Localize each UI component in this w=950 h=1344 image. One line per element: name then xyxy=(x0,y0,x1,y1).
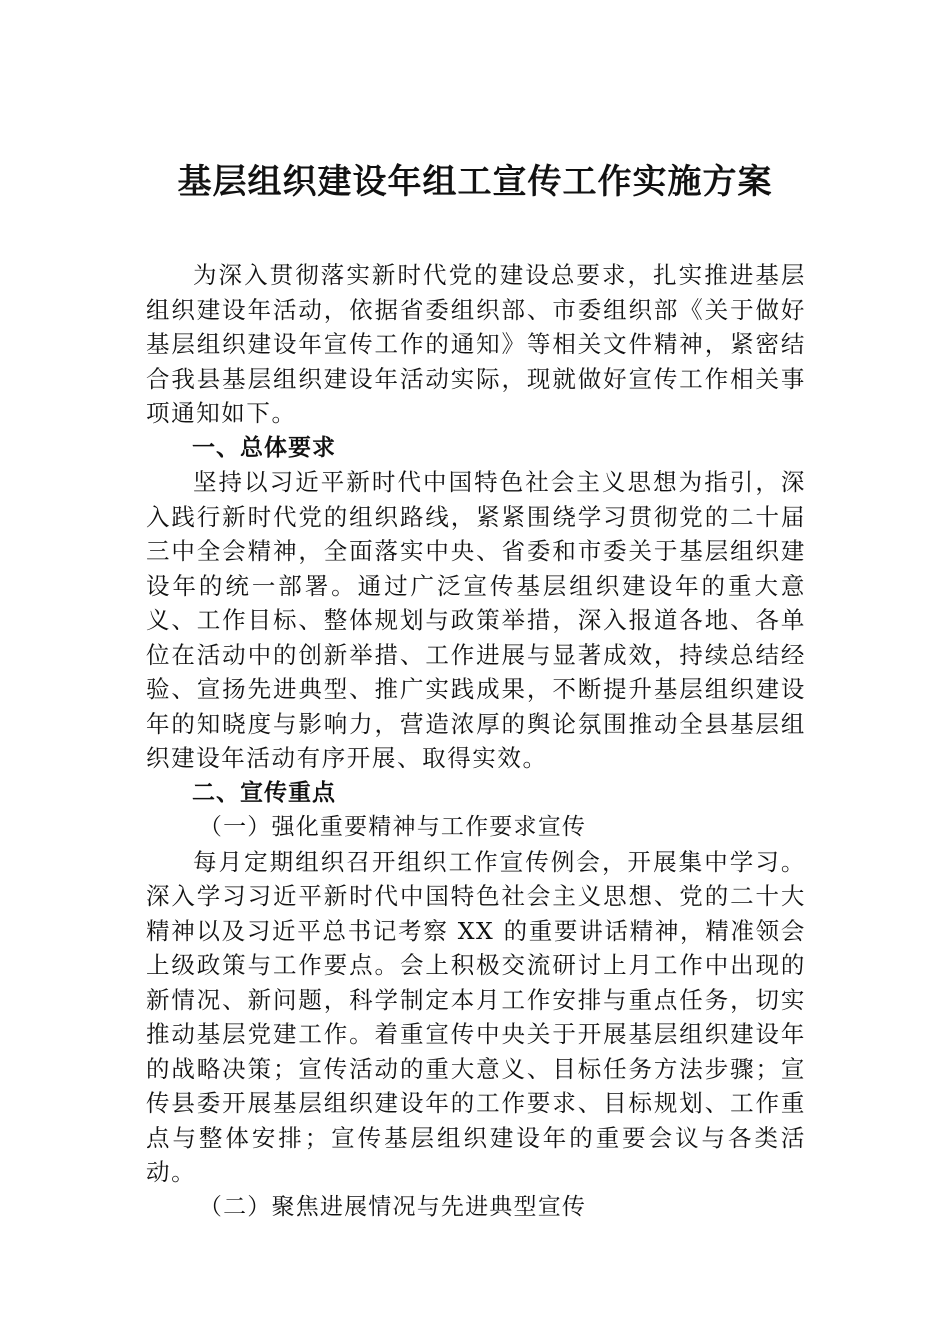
spirit-and-requirements-paragraph: 每月定期组织召开组织工作宣传例会，开展集中学习。深入学习习近平新时代中国特色社会主义思想、党的二十大精神以及习近平总书记考察 XX 的重要讲话精神，精准领会上级政策与工作要点。会上积极交流研讨上月工作中出现的新情况、新问题，科学制定本月工作安排与重点任务，切实推动基层党建工作。着重宣传中央关于开展基层组织建设年的战略决策；宣传活动的重大意义、目标任务方法步骤；宣传县委开展基层组织建设年的工作要求、目标规划、工作重点与整体安排；宣传基层组织建设年的重要会议与各类活动。 xyxy=(146,847,806,1186)
section-heading-general-requirements: 一、总体要求 xyxy=(192,434,336,461)
document-title: 基层组织建设年组工宣传工作实施方案 xyxy=(177,162,773,202)
general-requirements-paragraph: 坚持以习近平新时代中国特色社会主义思想为指引，深入践行新时代党的组织路线，紧紧围绕学习贯彻党的二十届三中全会精神，全面落实中央、省委和市委关于基层组织建设年的统一部署。通过广泛宣传基层组织建设年的重大意义、工作目标、整体规划与政策举措，深入报道各地、各单位在活动中的创新举措、工作进展与显著成效，持续总结经验、宣扬先进典型、推广实践成果，不断提升基层组织建设年的知晓度与影响力，营造浓厚的舆论氛围推动全县基层组织建设年活动有序开展、取得实效。 xyxy=(146,468,806,772)
intro-paragraph: 为深入贯彻落实新时代党的建设总要求，扎实推进基层组织建设年活动，依据省委组织部、市委组织部《关于做好基层组织建设年宣传工作的通知》等相关文件精神，紧密结合我县基层组织建设年活动实际，现就做好宣传工作相关事项通知如下。 xyxy=(146,261,806,427)
document-body xyxy=(146,258,806,1224)
section-heading-publicity-focus: 二、宣传重点 xyxy=(192,779,336,806)
subheading-progress-and-models: （二）聚焦进展情况与先进典型宣传 xyxy=(198,1193,587,1220)
subheading-spirit-and-requirements: （一）强化重要精神与工作要求宣传 xyxy=(198,814,587,840)
